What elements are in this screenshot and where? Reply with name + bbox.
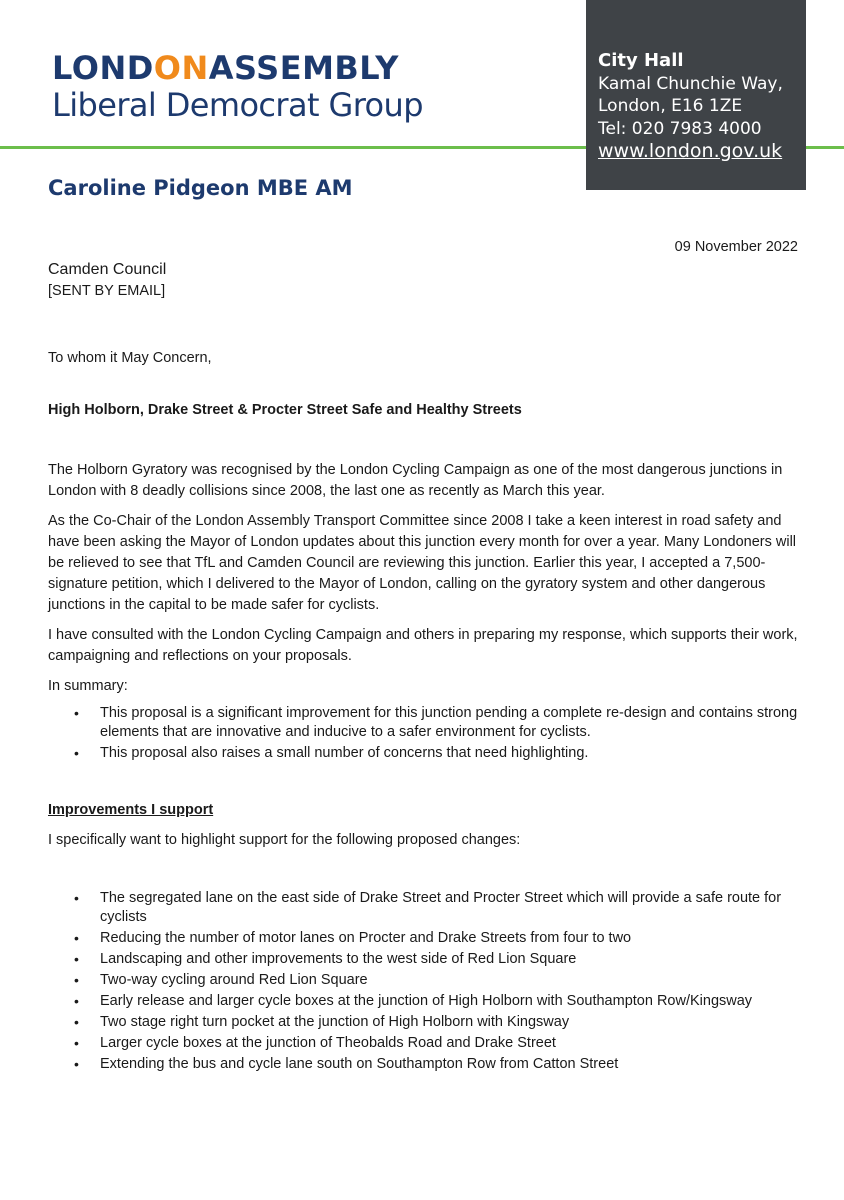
list-item-text: The segregated lane on the east side of Drake Street and Procter Street which will provide a safe route for cyclists [100,890,782,925]
list-item [48,704,800,741]
paragraph: The Holborn Gyratory was recognised by the London Cycling Campaign as one of the most dangerous junctions in London with 8 deadly collisions since 2008, the last one as recently as March this year. [48,462,783,499]
list-item [48,1055,800,1074]
letter-date: 09 November 2022 [674,239,798,255]
address-title: City Hall [598,50,684,71]
summary-label: In summary: [48,678,128,694]
letter-body [48,348,800,1076]
list-item-text: Two-way cycling around Red Lion Square [100,971,368,988]
author-name: Caroline Pidgeon MBE AM [48,176,353,200]
list-item-text: Reducing the number of motor lanes on Procter and Drake Streets from four to two [100,929,632,946]
list-item-text: This proposal also raises a small number of concerns that need highlighting. [100,744,589,761]
list-item-text: Extending the bus and cycle lane south on Southampton Row from Catton Street [100,1055,619,1072]
section-intro: I specifically want to highlight support for the following proposed changes: [48,832,521,848]
salutation: To whom it May Concern, [48,350,212,366]
list-item-text: Early release and larger cycle boxes at the junction of High Holborn with Southampton Row/Kingsway [100,992,753,1009]
improvements-list [48,889,800,1073]
paragraph: I have consulted with the London Cycling Campaign and others in preparing my response, which supports their work, campaigning and reflections on your proposals. [48,627,798,664]
logo-part-lond: LOND [52,49,154,87]
paragraph: As the Co-Chair of the London Assembly Transport Committee since 2008 I take a keen interest in road safety and have been asking the Mayor of London updates about this junction every month for over a year. Many Londoners will be relieved to see that TfL and Camden Council are reviewing this junction. Earlier this year, I accepted a 7,500-signature petition, which I delivered to the Mayor of London, calling on the gyratory system and other dangerous junctions in the capital to be made safer for cyclists. [48,513,797,613]
recipient-name: Camden Council [48,261,167,278]
recipient-block [48,259,166,301]
logo-group-name: Liberal Democrat Group [52,86,423,124]
section-heading-improvements: Improvements I support [48,802,214,818]
logo-wordmark [52,50,423,86]
bullet-icon: • [74,1013,79,1030]
list-item [48,950,800,969]
list-item [48,929,800,948]
list-item-text: This proposal is a significant improvement for this junction pending a complete re-design and contains strong elements that are innovative and inducive to a safer environment for cyclists. [100,705,798,740]
bullet-icon: • [74,992,79,1009]
list-item [48,1013,800,1032]
bullet-icon: • [74,705,79,721]
list-item-text: Larger cycle boxes at the junction of Theobalds Road and Drake Street [100,1034,556,1051]
list-item-text: Two stage right turn pocket at the junction of High Holborn with Kingsway [100,1013,570,1030]
logo-part-on: ON [153,49,209,87]
address-tel: Tel: 020 7983 4000 [598,118,762,139]
address-street: Kamal Chunchie Way, [598,73,783,94]
address-website-link[interactable]: www.london.gov.uk [598,140,783,162]
summary-list [48,704,800,762]
list-item [48,744,800,763]
bullet-icon: • [74,1055,79,1072]
subject-line: High Holborn, Drake Street & Procter Street Safe and Healthy Streets [48,402,522,418]
address-panel [586,0,806,190]
bullet-icon: • [74,744,79,761]
bullet-icon: • [74,971,79,988]
list-item [48,971,800,990]
bullet-icon: • [74,929,79,946]
address-city: London, E16 1ZE [598,96,743,116]
london-assembly-logo [52,50,423,124]
bullet-icon: • [74,950,79,967]
bullet-icon: • [74,1034,79,1051]
list-item [48,992,800,1011]
list-item [48,889,800,926]
recipient-note: [SENT BY EMAIL] [48,283,166,299]
bullet-icon: • [74,890,79,906]
list-item-text: Landscaping and other improvements to the west side of Red Lion Square [100,950,577,967]
list-item [48,1034,800,1053]
logo-part-assembly: ASSEMBLY [208,49,399,87]
